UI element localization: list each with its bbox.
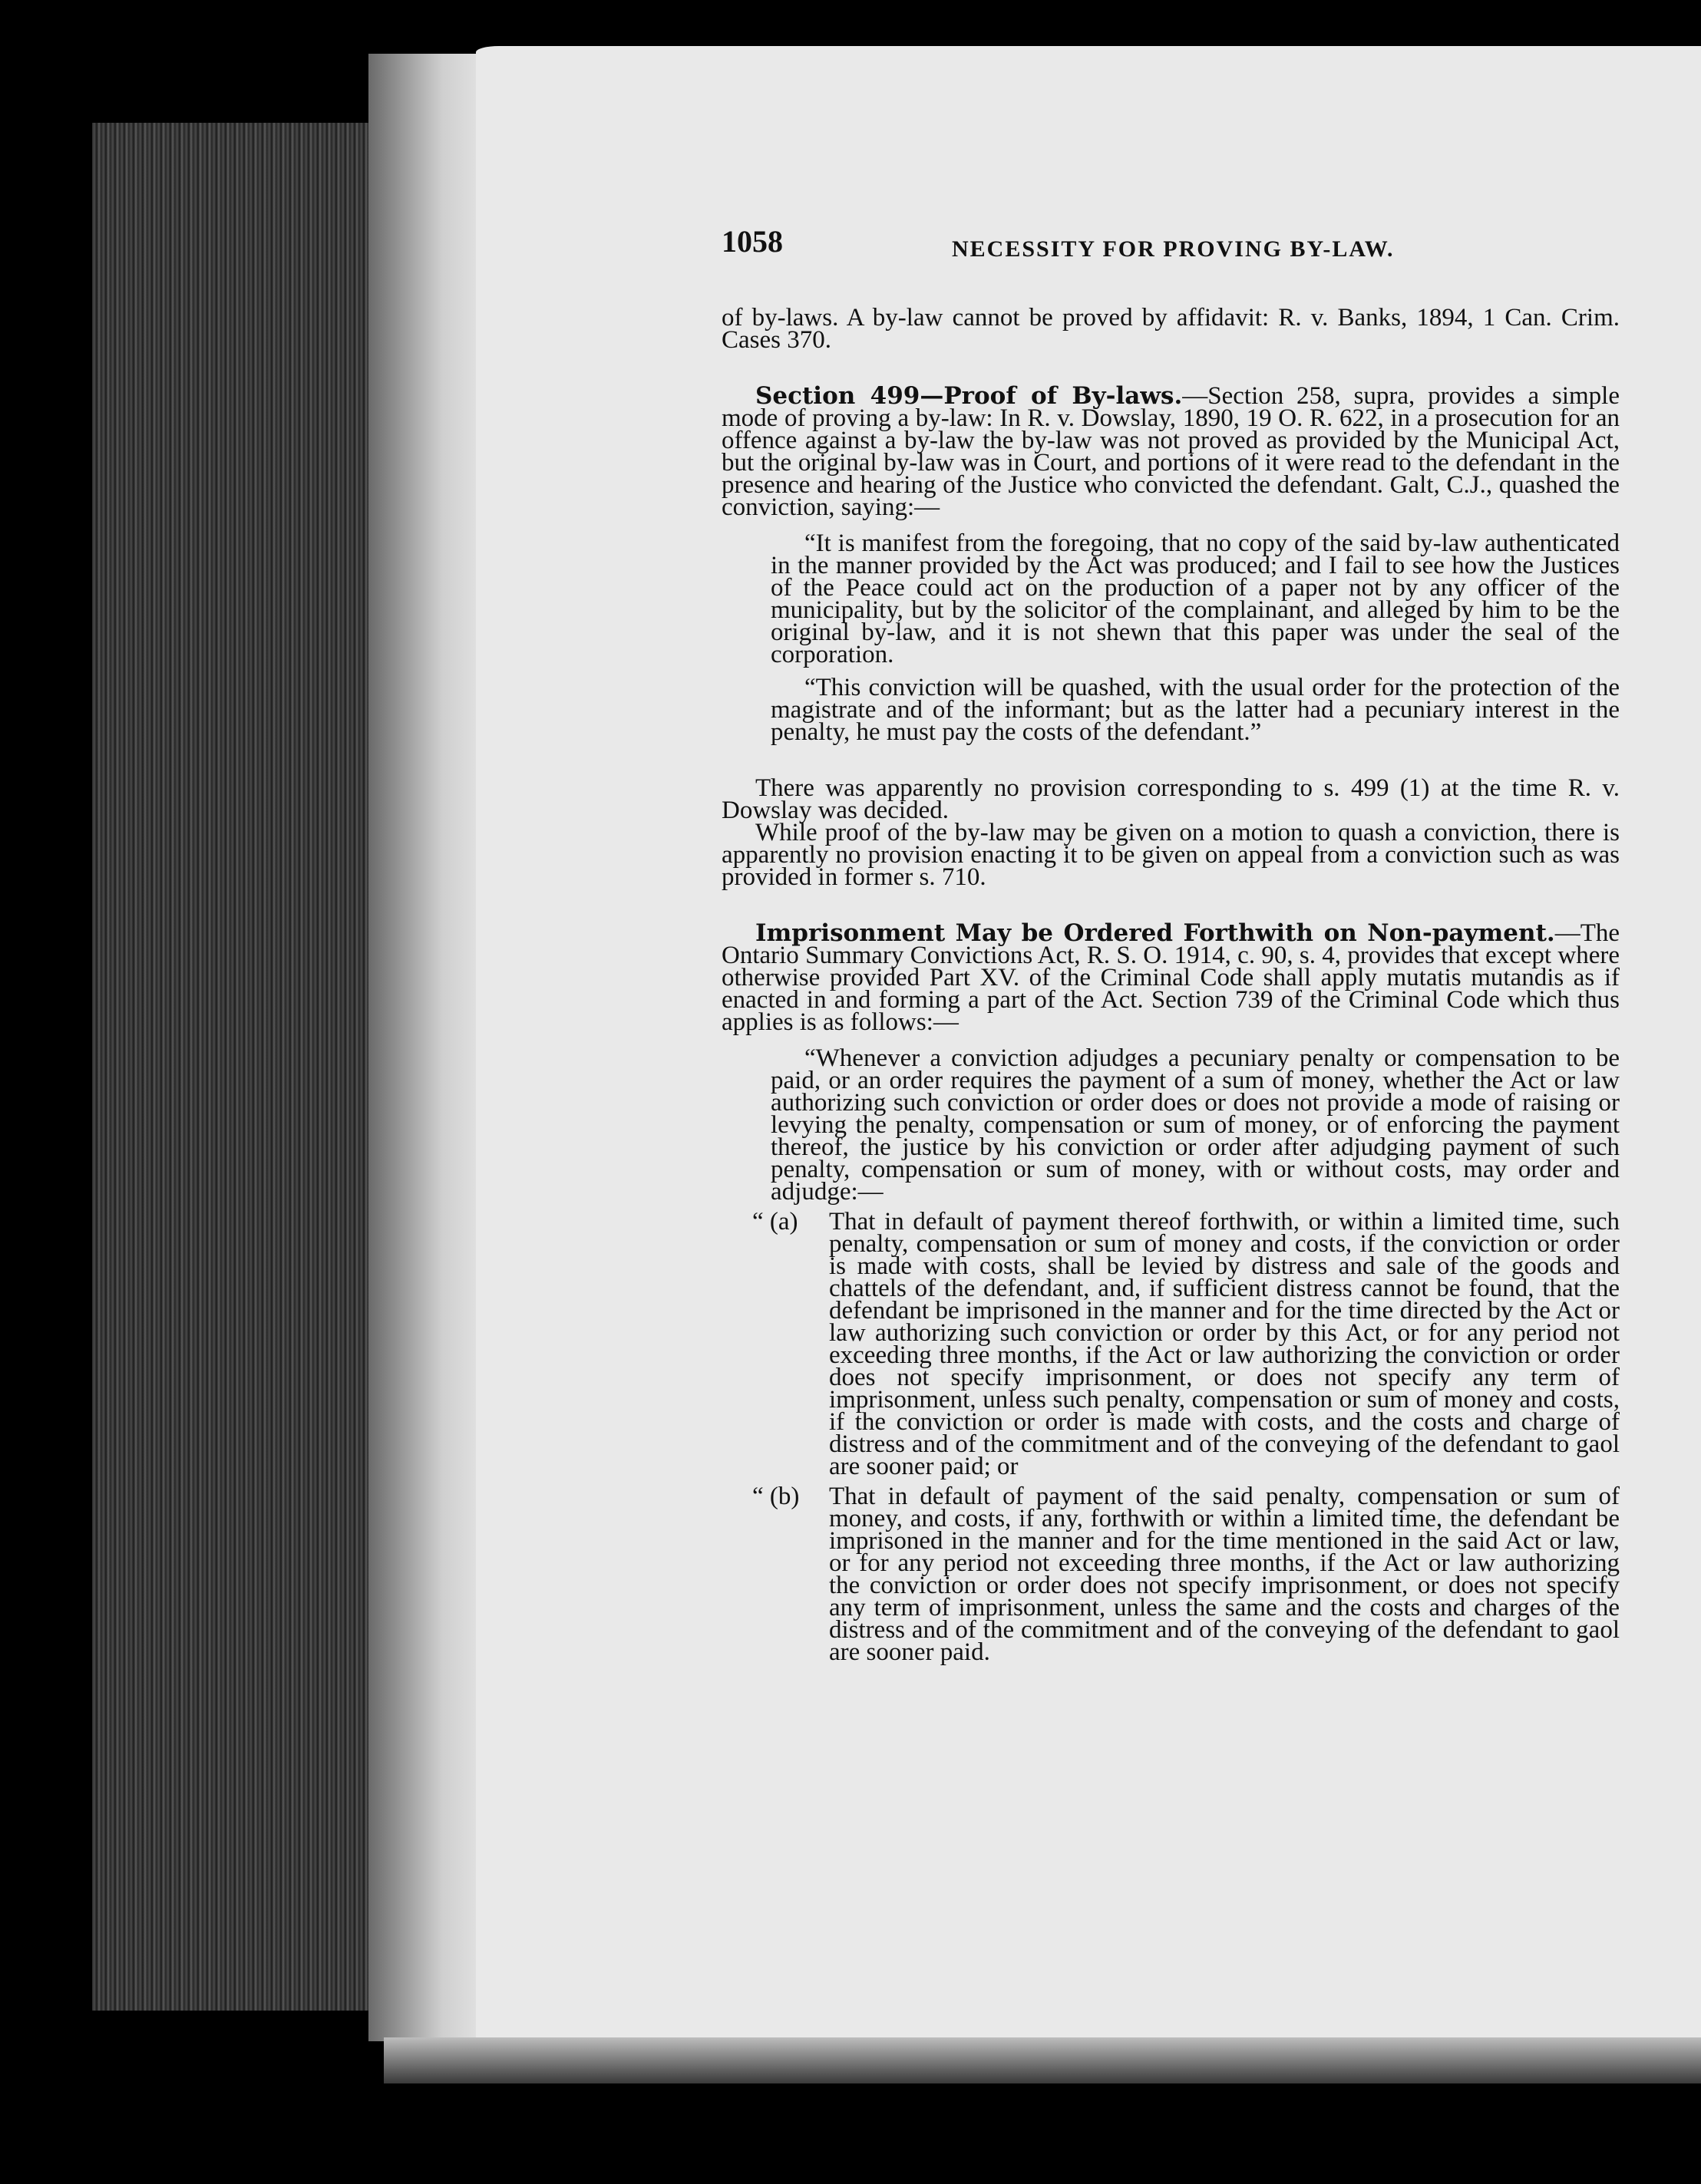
paragraph-section-499 [722, 382, 1620, 521]
clause-b [752, 1483, 1620, 1666]
page-number: 1058 [722, 224, 783, 259]
quote-paragraph: “It is manifest from the foregoing, that no copy of the said by-law authenticated in the manner provided by the Act was produced; and I fail to see how the Justices of the Peace could act on the production of a paper not by any officer of the municipality, but by the solicitor of the complainant, and alleged by him to be the original by-law, and it is not shewn that this paper was under the seal of the corporation. [771, 530, 1620, 668]
clause-marker: “ (b) [752, 1483, 800, 1510]
section-499-heading: Section 499—Proof of By-laws. [755, 382, 1183, 410]
imprisonment-heading: Imprisonment May be Ordered Forthwith on Non-payment. [755, 919, 1555, 947]
running-head [722, 224, 1620, 276]
imprisonment-text: —The Ontario Summary Convictions Act, R. S. O. 1914, c. 90, s. 4, provides that except where otherwise provided Part XV. of the Criminal Code shall apply mutatis mutandis as if enacted in and forming a part of the Act. Section 739 of the Criminal Code which thus applies is as follows:— [722, 919, 1620, 1036]
page-content [722, 224, 1620, 1666]
paragraph-dowslay-note: There was apparently no provision corresponding to s. 499 (1) at the time R. v. Dowslay was decided. [722, 774, 1620, 824]
quote-section-739 [771, 1044, 1620, 1206]
section-499-text: —Section 258, supra, provides a simple mode of proving a by-law: In R. v. Dowslay, 1890, 19 O. R. 622, in a prosecution for an offence against a by-law the by-law was not proved as provided by the Municipal Act, but the original by-law was in Court, and portions of it were read to the defendant in the presence and hearing of the Justice who convicted the defendant. Galt, C.J., quashed the conviction, saying:— [722, 382, 1620, 521]
running-title: NECESSITY FOR PROVING BY-LAW. [952, 236, 1395, 262]
page-bottom-edge [384, 2037, 1701, 2083]
clause-marker: “ (a) [752, 1208, 798, 1236]
clause-text: That in default of payment thereof forthwith, or within a limited time, such penalty, compensation or sum of money and costs, if the conviction or order is made with costs, shall be levied by distress and sale of the goods and chattels of the defendant, and, if sufficient distress cannot be found, that the defendant be imprisoned in the manner and for the time directed by the Act or law authorizing such conviction or order by this Act, or for any period not exceeding three months, if the Act or law authorizing the conviction or order does not specify imprisonment, or does not specify any term of imprisonment, unless such penalty, compensation or sum of money and costs, if the conviction or order is made with costs, and the costs and charge of distress and of the commitment and of the conveying of the defendant to gaol are sooner paid; or [829, 1208, 1620, 1480]
book-page-edges [92, 123, 415, 2011]
clause-a [752, 1208, 1620, 1480]
clause-text: That in default of payment of the said penalty, compensation or sum of money, and costs, if any, forthwith or within a limited time, the defendant be imprisoned in the manner and for the time mentioned in the said Act or law, or for any period not exceeding three months, if the Act or law authorizing the conviction or order does not specify imprisonment, or does not specify any term of imprisonment, unless the same and the costs and charges of the distress and of the commitment and of the conveying of the defendant to gaol are sooner paid. [829, 1483, 1620, 1666]
page-fore-edge [368, 54, 491, 2041]
quote-paragraph: “Whenever a conviction adjudges a pecuniary penalty or compensation to be paid, or an order requires the payment of a sum of money, whether the Act or law authorizing such conviction or order does or does not provide a mode of raising or levying the penalty, compensation or sum of money, or of enforcing the payment thereof, the justice by his conviction or order after adjudging payment of such penalty, compensation or sum of money, with or without costs, may order and adjudge:— [771, 1044, 1620, 1206]
quote-dowslay [771, 530, 1620, 746]
paragraph-appeal-note: While proof of the by-law may be given on a motion to quash a conviction, there is apparently no provision enacting it to be given on appeal from a conviction such as was provided in former s. 710. [722, 819, 1620, 891]
quote-paragraph: “This conviction will be quashed, with the usual order for the protection of the magistrate and of the informant; but as the latter had a pecuniary interest in the penalty, he must pay the costs of the defendant.” [771, 674, 1620, 746]
paragraph-continuation: of by-laws. A by-law cannot be proved by affidavit: R. v. Banks, 1894, 1 Can. Crim. Cases 370. [722, 304, 1620, 354]
paragraph-imprisonment [722, 919, 1620, 1036]
